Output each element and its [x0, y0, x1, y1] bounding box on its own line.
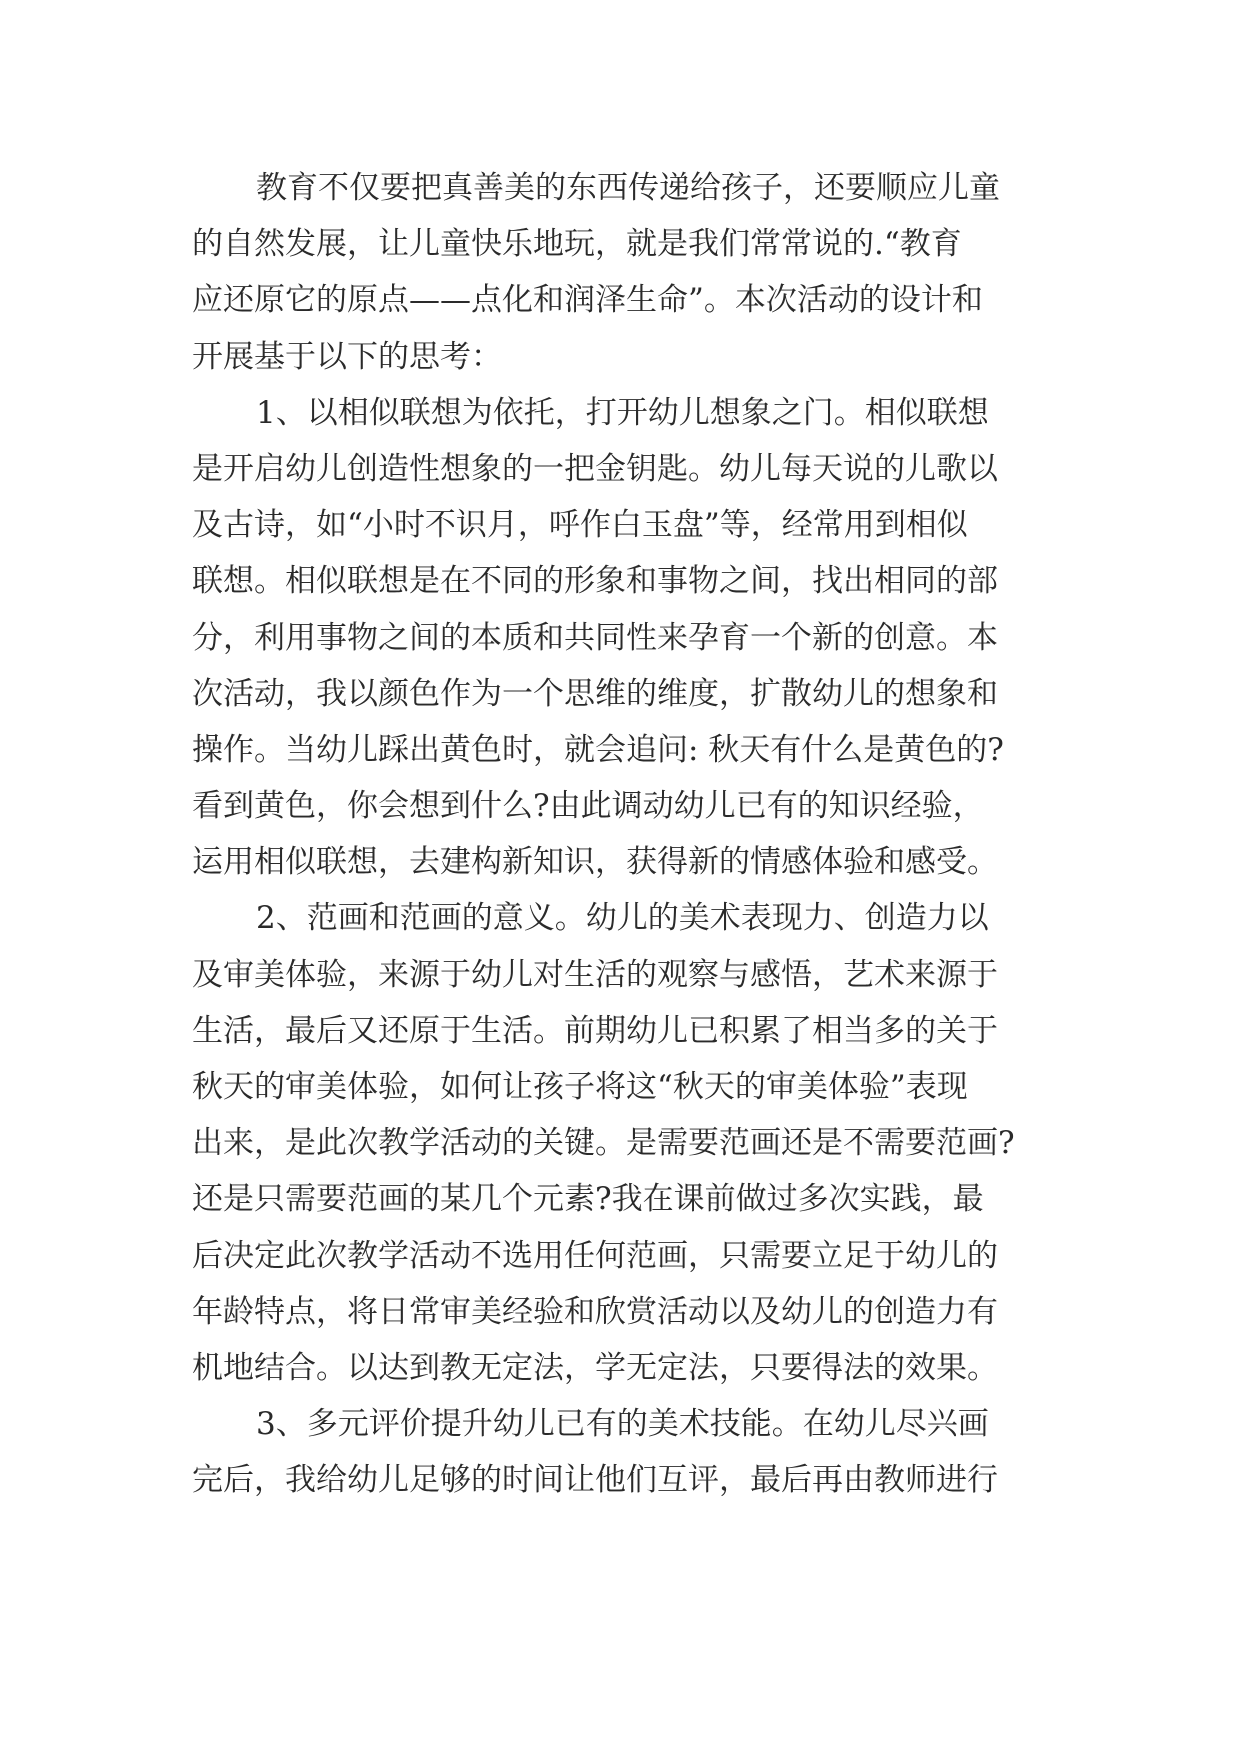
paragraph-line: 完后，我给幼儿足够的时间让他们互评，最后再由教师进行 [192, 1462, 998, 1499]
paragraph-line: 及古诗，如“小时不识月，呼作白玉盘”等，经常用到相似 [192, 507, 968, 544]
paragraph-line: 年龄特点，将日常审美经验和欣赏活动以及幼儿的创造力有 [192, 1293, 998, 1330]
paragraph-line: 还是只需要范画的某几个元素?我在课前做过多次实践，最 [192, 1181, 984, 1218]
paragraph-line: 3、多元评价提升幼儿已有的美术技能。在幼儿尽兴画 [256, 1406, 989, 1443]
paragraph-line: 生活，最后又还原于生活。前期幼儿已积累了相当多的关于 [192, 1012, 998, 1049]
paragraph-line: 1、以相似联想为依托，打开幼儿想象之门。相似联想 [256, 394, 989, 431]
paragraph-line: 及审美体验，来源于幼儿对生活的观察与感悟，艺术来源于 [192, 956, 998, 993]
paragraph-line: 次活动，我以颜色作为一个思维的维度，扩散幼儿的想象和 [192, 675, 998, 712]
paragraph-line: 是开启幼儿创造性想象的一把金钥匙。幼儿每天说的儿歌以 [192, 450, 998, 487]
paragraph-line: 出来，是此次教学活动的关键。是需要范画还是不需要范画? [192, 1125, 1015, 1162]
paragraph-line: 应还原它的原点——点化和润泽生命”。本次活动的设计和 [192, 282, 983, 319]
document-body [192, 160, 1052, 1509]
paragraph-line: 2、范画和范画的意义。幼儿的美术表现力、创造力以 [256, 900, 989, 937]
paragraph-line: 运用相似联想，去建构新知识，获得新的情感体验和感受。 [192, 844, 998, 881]
paragraph-line: 看到黄色，你会想到什么?由此调动幼儿已有的知识经验， [192, 788, 984, 825]
paragraph-line: 联想。相似联想是在不同的形象和事物之间，找出相同的部 [192, 563, 998, 600]
paragraph-line: 教育不仅要把真善美的东西传递给孩子，还要顺应儿童 [256, 170, 1000, 206]
paragraph-line: 开展基于以下的思考： [192, 338, 502, 375]
paragraph-line: 秋天的审美体验，如何让孩子将这“秋天的审美体验”表现 [192, 1069, 968, 1105]
paragraph-line: 分，利用事物之间的本质和共同性来孕育一个新的创意。本 [192, 619, 998, 656]
paragraph-line: 操作。当幼儿踩出黄色时，就会追问: 秋天有什么是黄色的? [192, 731, 1004, 768]
paragraph-line: 后决定此次教学活动不选用任何范画，只需要立足于幼儿的 [192, 1237, 998, 1274]
paragraph-line: 机地结合。以达到教无定法，学无定法，只要得法的效果。 [192, 1349, 998, 1386]
paragraph-line: 的自然发展，让儿童快乐地玩，就是我们常常说的.“教育 [192, 226, 962, 263]
